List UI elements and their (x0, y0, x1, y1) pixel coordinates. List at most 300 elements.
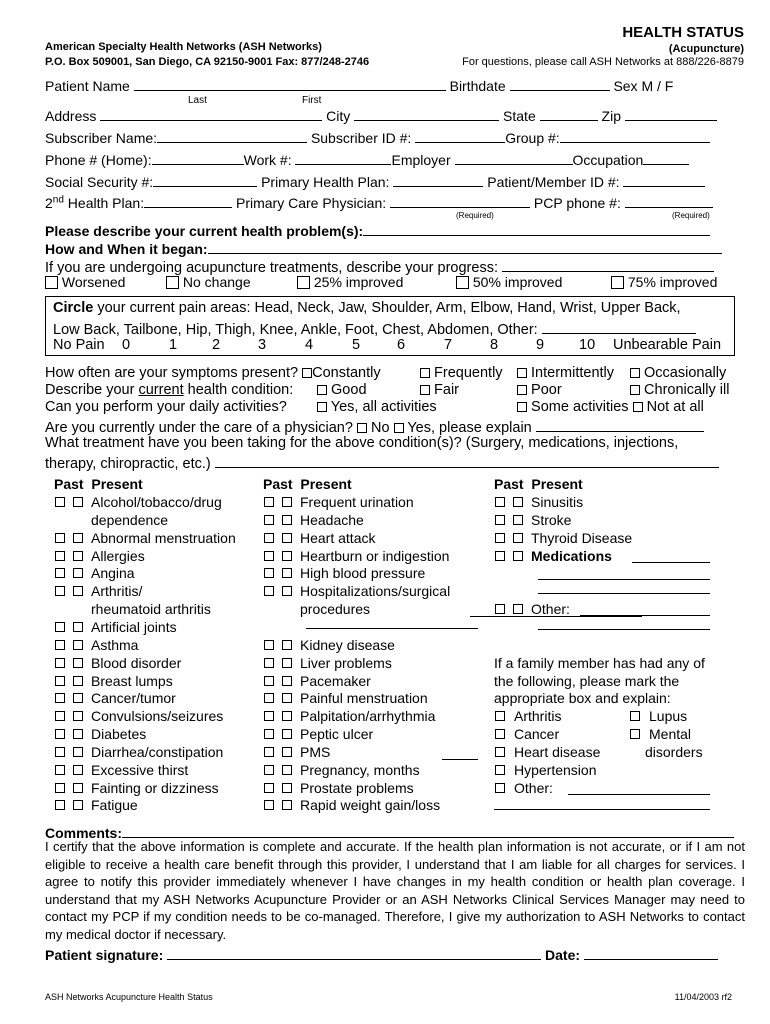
col2-item-0-label: Frequent urination (300, 494, 414, 510)
first-name-hint: First (302, 95, 322, 106)
pain-scale-4[interactable]: 4 (305, 337, 314, 353)
col1-item-12-past-checkbox[interactable] (55, 711, 65, 721)
how-often-row (45, 365, 381, 381)
pcp-phone-required-note: (Required) (672, 211, 710, 220)
occupation-label: Occupation (572, 152, 644, 168)
primary-plan-field[interactable] (393, 172, 483, 187)
col2-item-8-present-checkbox[interactable] (282, 658, 292, 668)
pain-areas-text2: Low Back, Tailbone, Hip, Thigh, Knee, Ankle, Foot, Chest, Abdomen, Other: (53, 322, 538, 338)
p75-checkbox[interactable] (611, 276, 624, 289)
col2-item-15-past-checkbox[interactable] (264, 783, 274, 793)
not-all-label: Not at all (646, 399, 704, 415)
yes-all-checkbox[interactable] (317, 402, 327, 412)
signature-field[interactable] (167, 945, 541, 960)
treatment-row (45, 435, 678, 451)
patient-name-row (45, 76, 673, 94)
col2-item-11-past-checkbox[interactable] (264, 711, 274, 721)
col1-item-10-past-checkbox[interactable] (55, 676, 65, 686)
col2-item-2-present-checkbox[interactable] (282, 533, 292, 543)
pain-scale-3[interactable]: 3 (258, 337, 267, 353)
family-4-label: Heart disease (514, 743, 601, 760)
col2-item-14-past-checkbox[interactable] (264, 765, 274, 775)
treatment-field[interactable] (215, 453, 719, 468)
family-intro-0: If a family member has had any of (494, 654, 705, 671)
form-name: ASH Networks Acupuncture Health Status (45, 992, 213, 1002)
past-header: Past (54, 476, 84, 492)
col1-item-7-past-checkbox[interactable] (55, 622, 65, 632)
col3-item-2-present-checkbox[interactable] (513, 533, 523, 543)
p25-checkbox[interactable] (297, 276, 310, 289)
col2-item-3-label: Heartburn or indigestion (300, 547, 450, 564)
zip-field[interactable] (625, 106, 717, 121)
comments-label: Comments: (45, 825, 123, 841)
col2-item-1-present-checkbox[interactable] (282, 515, 292, 525)
col2-item-3-past-checkbox[interactable] (264, 551, 274, 561)
some-label: Some activities (531, 399, 629, 415)
pain-scale-6[interactable]: 6 (397, 337, 406, 353)
col2-item-11-present-checkbox[interactable] (282, 711, 292, 721)
fair-option (420, 382, 459, 398)
pain-scale-8[interactable]: 8 (490, 337, 499, 353)
pain-scale-10[interactable]: 10 (579, 337, 596, 353)
phone-home-field[interactable] (152, 150, 244, 165)
member-id-label: Patient/Member ID #: (487, 174, 620, 190)
not-all-checkbox[interactable] (633, 402, 643, 412)
occasionally-option (630, 365, 726, 381)
col3-item-3-present-checkbox[interactable] (513, 551, 523, 561)
past-header: Past (494, 476, 524, 492)
address-field[interactable] (100, 106, 322, 121)
org-address: P.O. Box 509001, San Diego, CA 92150-9001 Fax: 877/248-2746 (45, 56, 370, 68)
daily-row (45, 399, 287, 415)
signature-row (45, 945, 718, 963)
col3-line-1[interactable] (538, 565, 710, 580)
member-id-field[interactable] (623, 172, 705, 187)
pain-areas-text: your current pain areas: Head, Neck, Jaw, Shoulder, Arm, Elbow, Hand, Wrist, Upper Back, (93, 300, 681, 316)
col2-item-15-present-checkbox[interactable] (282, 783, 292, 793)
family-4-checkbox[interactable] (495, 747, 505, 757)
subscriber-row (45, 128, 710, 146)
col2-item-10-present-checkbox[interactable] (282, 693, 292, 703)
col2-item-9-past-checkbox[interactable] (264, 676, 274, 686)
p25-option (297, 274, 403, 290)
past-header: Past (263, 476, 293, 492)
therapy-label: therapy, chiropractic, etc.) (45, 456, 211, 472)
group-label: Group #: (505, 130, 560, 146)
col3-line-0[interactable] (632, 548, 710, 563)
some-option (517, 399, 704, 415)
last-name-hint: Last (188, 95, 207, 106)
col1-item-3-label: Allergies (91, 547, 145, 564)
col1-item-8-label: Asthma (91, 636, 139, 653)
good-label: Good (331, 382, 367, 398)
col3-item-0-past-checkbox[interactable] (495, 497, 505, 507)
col1-item-5-present-checkbox[interactable] (73, 586, 83, 596)
ssn-label: Social Security #: (45, 174, 154, 190)
col1-item-16-present-checkbox[interactable] (73, 783, 83, 793)
family-other-field-2[interactable] (494, 795, 710, 810)
col1-item-4-past-checkbox[interactable] (55, 568, 65, 578)
pain-scale-5[interactable]: 5 (352, 337, 361, 353)
condition-label-pre: Describe your (45, 382, 139, 398)
col1-item-8-past-checkbox[interactable] (55, 640, 65, 650)
family-5-label: disorders (645, 743, 703, 760)
pain-scale-0[interactable]: 0 (122, 337, 131, 353)
physician-no-label: No (370, 420, 390, 436)
city-field[interactable] (354, 106, 499, 121)
p50-option (456, 274, 562, 290)
col1-item-14-label: Diarrhea/constipation (91, 743, 224, 760)
col1-item-12-present-checkbox[interactable] (73, 711, 83, 721)
present-header: Present (531, 476, 583, 492)
phone-row (45, 150, 689, 168)
col1-item-5-label: Arthritis/ (91, 583, 143, 600)
col1-header (54, 476, 143, 492)
pain-scale-9[interactable]: 9 (536, 337, 545, 353)
col2-item-7-present-checkbox[interactable] (282, 640, 292, 650)
frequently-option (420, 365, 503, 381)
city-label: City (326, 108, 351, 124)
col2-item-4-present-checkbox[interactable] (282, 568, 292, 578)
col2-item-12-past-checkbox[interactable] (264, 729, 274, 739)
col2-item-7-label: Kidney disease (300, 636, 395, 653)
col1-item-17-present-checkbox[interactable] (73, 800, 83, 810)
col2-item-10-past-checkbox[interactable] (264, 693, 274, 703)
family-2-checkbox[interactable] (495, 729, 505, 739)
pain-scale-7[interactable]: 7 (444, 337, 453, 353)
physician-no-checkbox[interactable] (357, 423, 367, 433)
physician-label: Are you currently under the care of a physician? (45, 420, 353, 436)
family-6-label: Hypertension (514, 761, 597, 778)
constantly-checkbox[interactable] (302, 368, 312, 378)
therapy-row (45, 453, 719, 472)
family-6-checkbox[interactable] (495, 765, 505, 775)
patient-name-field[interactable] (134, 76, 446, 91)
col1-item-8-present-checkbox[interactable] (73, 640, 83, 650)
family-0-label: Arthritis (514, 708, 562, 725)
col2-item-5-label: Hospitalizations/surgical (300, 583, 451, 600)
pcp-phone-field[interactable] (625, 193, 713, 208)
col2-item-13-past-checkbox[interactable] (264, 747, 274, 757)
col1-item-3-past-checkbox[interactable] (55, 551, 65, 561)
frequently-checkbox[interactable] (420, 368, 430, 378)
p50-checkbox[interactable] (456, 276, 469, 289)
col2-item-13-label: PMS (300, 743, 331, 760)
physician-yes-label: Yes, please explain (407, 420, 532, 436)
how-when-row (45, 239, 722, 257)
good-option (317, 382, 367, 398)
col3-line-3[interactable] (580, 601, 710, 616)
col3-item-4-past-checkbox[interactable] (495, 604, 505, 614)
intermittently-option (517, 365, 614, 381)
pcp-label: Primary Care Physician: (235, 195, 387, 211)
col1-item-14-present-checkbox[interactable] (73, 747, 83, 757)
col1-item-16-past-checkbox[interactable] (55, 783, 65, 793)
col2-item-5-present-checkbox[interactable] (282, 586, 292, 596)
col2-item-6-label: procedures (300, 601, 371, 618)
birthdate-field[interactable] (510, 76, 610, 91)
col2-item-5-past-checkbox[interactable] (264, 586, 274, 596)
family-1-checkbox[interactable] (630, 711, 640, 721)
group-field[interactable] (560, 128, 710, 143)
ssn-row (45, 172, 705, 190)
col1-item-13-present-checkbox[interactable] (73, 729, 83, 739)
col2-item-16-past-checkbox[interactable] (264, 800, 274, 810)
how-when-field[interactable] (208, 239, 722, 254)
col1-item-15-label: Excessive thirst (91, 761, 189, 778)
col1-item-1-label: dependence (91, 511, 169, 528)
col2-item-15-label: Prostate problems (300, 779, 414, 796)
employer-label: Employer (391, 152, 451, 168)
pain-scale-1[interactable]: 1 (169, 337, 178, 353)
family-intro-2: appropriate box and explain: (494, 690, 671, 707)
col1-item-7-label: Artificial joints (91, 618, 177, 635)
family-7-label: Other: (514, 779, 553, 796)
col2-item-0-present-checkbox[interactable] (282, 497, 292, 507)
p50-label: 50% improved (472, 274, 563, 290)
p75-option (611, 274, 717, 290)
col1-item-3-present-checkbox[interactable] (73, 551, 83, 561)
no-change-label: No change (182, 274, 251, 290)
col3-header (494, 476, 583, 492)
col1-item-0-present-checkbox[interactable] (73, 497, 83, 507)
col2-line-extra[interactable] (306, 614, 478, 629)
problem-label: Please describe your current health problem(s): (45, 223, 364, 239)
yes-all-label: Yes, all activities (330, 399, 437, 415)
col1-item-15-present-checkbox[interactable] (73, 765, 83, 775)
subscriber-id-field[interactable] (415, 128, 505, 143)
date-label: Date: (545, 947, 581, 963)
worsened-checkbox[interactable] (45, 276, 58, 289)
col1-item-11-present-checkbox[interactable] (73, 693, 83, 703)
how-when-label: How and When it began: (45, 241, 208, 257)
col2-item-2-label: Heart attack (300, 529, 376, 546)
col1-item-7-present-checkbox[interactable] (73, 622, 83, 632)
col2-item-2-past-checkbox[interactable] (264, 533, 274, 543)
poor-option (517, 382, 562, 398)
poor-checkbox[interactable] (517, 385, 527, 395)
family-1-label: Lupus (649, 708, 688, 725)
intermittently-label: Intermittently (531, 365, 615, 381)
acupuncture-label: If you are undergoing acupuncture treatments, describe your progress: (45, 260, 498, 276)
primary-plan-label: Primary Health Plan: (261, 174, 390, 190)
fair-checkbox[interactable] (420, 385, 430, 395)
no-change-option (166, 274, 251, 290)
second-plan-label: Health Plan: (63, 195, 145, 211)
col1-item-9-label: Blood disorder (91, 654, 182, 671)
pain-areas-line1 (53, 300, 681, 316)
condition-label-current: current (138, 382, 184, 398)
col1-item-10-label: Breast lumps (91, 672, 173, 689)
worsened-label: Worsened (61, 274, 126, 290)
col1-item-12-label: Convulsions/seizures (91, 708, 224, 725)
col1-item-6-label: rheumatoid arthritis (91, 601, 211, 618)
family-7-checkbox[interactable] (495, 783, 505, 793)
p25-label: 25% improved (313, 274, 404, 290)
col2-item-3-present-checkbox[interactable] (282, 551, 292, 561)
problem-field[interactable] (363, 221, 710, 236)
occasionally-label: Occasionally (644, 365, 727, 381)
col3-item-3-label: Medications (531, 547, 612, 564)
state-label: State (503, 108, 536, 124)
col2-item-4-label: High blood pressure (300, 565, 426, 582)
occasionally-checkbox[interactable] (630, 368, 640, 378)
address-row (45, 106, 717, 124)
circle-word: Circle (53, 300, 94, 316)
col1-item-15-past-checkbox[interactable] (55, 765, 65, 775)
col1-item-10-present-checkbox[interactable] (73, 676, 83, 686)
condition-row (45, 382, 293, 398)
no-change-checkbox[interactable] (166, 276, 179, 289)
date-field[interactable] (584, 945, 718, 960)
col3-line-4[interactable] (538, 615, 710, 630)
col2-item-9-label: Pacemaker (300, 672, 371, 689)
yes-all-option (317, 399, 437, 415)
how-often-label: How often are your symptoms present? (45, 365, 299, 381)
col1-item-5-past-checkbox[interactable] (55, 586, 65, 596)
pain-areas-line2 (53, 319, 696, 338)
certification-text: I certify that the above information is complete and accurate. If the health plan information is not accurate, or if I am not eligible to receive a health care benefit through this provider, I understand that I am liable for all charges for services. I agree to notify this provider immediately whenever I have changes in my health condition or health plan coverage. I understand that my ASH Networks Acupuncture Provider or an ASH Networks Clinical Services Manager may need to contact my PCP if my condition needs to be co-managed. Therefore, I give my authorization to ASH Networks to contact my medical doctor if necessary. (45, 839, 745, 942)
col1-item-13-past-checkbox[interactable] (55, 729, 65, 739)
col1-item-16-label: Fainting or dizziness (91, 779, 219, 796)
second-plan-sup: nd (52, 194, 64, 206)
col1-item-9-present-checkbox[interactable] (73, 658, 83, 668)
phone-home-label: Phone # (Home): (45, 152, 152, 168)
p75-label: 75% improved (627, 274, 718, 290)
problem-row (45, 221, 710, 239)
col2-item-11-label: Palpitation/arrhythmia (300, 708, 436, 725)
state-field[interactable] (540, 106, 598, 121)
col1-item-11-label: Cancer/tumor (91, 690, 176, 707)
form-subtitle: (Acupuncture) (668, 43, 744, 55)
condition-label-post: health condition: (183, 382, 294, 398)
col2-line-1[interactable] (442, 745, 478, 760)
pain-scale-row (53, 337, 105, 353)
col3-item-4-present-checkbox[interactable] (513, 604, 523, 614)
col2-item-0-past-checkbox[interactable] (264, 497, 274, 507)
constantly-label: Constantly (312, 365, 381, 381)
poor-label: Poor (531, 382, 562, 398)
treatment-label: What treatment have you been taking for the above condition(s)? (Surgery, medications, injections, (45, 435, 679, 451)
col2-item-12-present-checkbox[interactable] (282, 729, 292, 739)
subscriber-id-label: Subscriber ID #: (310, 130, 412, 146)
col2-header (263, 476, 352, 492)
col1-item-2-label: Abnormal menstruation (91, 529, 236, 546)
daily-label: Can you perform your daily activities? (45, 399, 287, 415)
occupation-field[interactable] (643, 150, 689, 165)
no-pain-label: No Pain (53, 337, 105, 353)
family-intro-1: the following, please mark the (494, 672, 680, 689)
second-plan-field[interactable] (144, 193, 232, 208)
col2-item-7-past-checkbox[interactable] (264, 640, 274, 650)
family-other-field[interactable] (568, 780, 710, 795)
work-field[interactable] (295, 150, 391, 165)
form-title: HEALTH STATUS (622, 24, 744, 41)
col1-item-0-past-checkbox[interactable] (55, 497, 65, 507)
pcp-phone-label: PCP phone #: (533, 195, 621, 211)
col2-item-16-label: Rapid weight gain/loss (300, 797, 441, 814)
family-3-checkbox[interactable] (630, 729, 640, 739)
col2-item-13-present-checkbox[interactable] (282, 747, 292, 757)
col1-item-4-present-checkbox[interactable] (73, 568, 83, 578)
col2-item-1-past-checkbox[interactable] (264, 515, 274, 525)
col3-line-2[interactable] (538, 579, 710, 594)
org-name: American Specialty Health Networks (ASH Networks) (45, 41, 322, 53)
fair-label: Fair (434, 382, 460, 398)
col3-item-3-past-checkbox[interactable] (495, 551, 505, 561)
col3-item-0-label: Sinusitis (531, 494, 584, 510)
col1-item-17-past-checkbox[interactable] (55, 800, 65, 810)
present-header: Present (300, 476, 352, 492)
ssn-field[interactable] (153, 172, 257, 187)
col3-item-0-present-checkbox[interactable] (513, 497, 523, 507)
comments-field[interactable] (122, 823, 734, 838)
col3-item-1-label: Stroke (531, 511, 572, 528)
col3-item-1-present-checkbox[interactable] (513, 515, 523, 525)
zip-label: Zip (601, 108, 621, 124)
form-date: 11/04/2003 rf2 (674, 992, 732, 1002)
col2-item-14-present-checkbox[interactable] (282, 765, 292, 775)
col3-item-2-past-checkbox[interactable] (495, 533, 505, 543)
col2-item-8-past-checkbox[interactable] (264, 658, 274, 668)
frequently-label: Frequently (434, 365, 503, 381)
acupuncture-field[interactable] (502, 257, 714, 272)
col3-item-2-label: Thyroid Disease (531, 529, 633, 546)
second-plan-row (45, 193, 713, 211)
pcp-field[interactable] (390, 193, 530, 208)
sex-label: Sex M / F (613, 78, 674, 94)
some-checkbox[interactable] (517, 402, 527, 412)
col1-item-2-present-checkbox[interactable] (73, 533, 83, 543)
col2-item-10-label: Painful menstruation (300, 690, 428, 707)
family-3-label: Mental (649, 726, 692, 743)
physician-yes-checkbox[interactable] (394, 423, 404, 433)
col2-item-1-label: Headache (300, 511, 364, 528)
subscriber-name-label: Subscriber Name: (45, 130, 158, 146)
chronic-label: Chronically ill (644, 382, 730, 398)
col1-item-13-label: Diabetes (91, 726, 147, 743)
col3-item-1-past-checkbox[interactable] (495, 515, 505, 525)
col1-item-2-past-checkbox[interactable] (55, 533, 65, 543)
subscriber-name-field[interactable] (157, 128, 307, 143)
col2-item-4-past-checkbox[interactable] (264, 568, 274, 578)
employer-field[interactable] (455, 150, 573, 165)
col1-item-4-label: Angina (91, 565, 135, 582)
col1-item-14-past-checkbox[interactable] (55, 747, 65, 757)
col1-item-11-past-checkbox[interactable] (55, 693, 65, 703)
col1-item-17-label: Fatigue (91, 797, 138, 814)
physician-explain-field[interactable] (536, 417, 704, 432)
intermittently-checkbox[interactable] (517, 368, 527, 378)
col2-item-16-present-checkbox[interactable] (282, 800, 292, 810)
col2-item-8-label: Liver problems (300, 654, 392, 671)
chronic-option (630, 382, 729, 398)
col1-item-9-past-checkbox[interactable] (55, 658, 65, 668)
birthdate-label: Birthdate (449, 78, 506, 94)
family-2-label: Cancer (514, 726, 560, 743)
good-checkbox[interactable] (317, 385, 327, 395)
second-plan-num: 2 (45, 195, 53, 211)
signature-label: Patient signature: (45, 947, 164, 963)
work-label: Work #: (243, 152, 292, 168)
physician-row (45, 417, 704, 436)
col1-item-0-label: Alcohol/tobacco/drug (91, 494, 222, 510)
pain-other-field[interactable] (542, 319, 696, 334)
pain-scale-2[interactable]: 2 (212, 337, 221, 353)
family-0-checkbox[interactable] (495, 711, 505, 721)
col2-item-9-present-checkbox[interactable] (282, 676, 292, 686)
chronic-checkbox[interactable] (630, 385, 640, 395)
